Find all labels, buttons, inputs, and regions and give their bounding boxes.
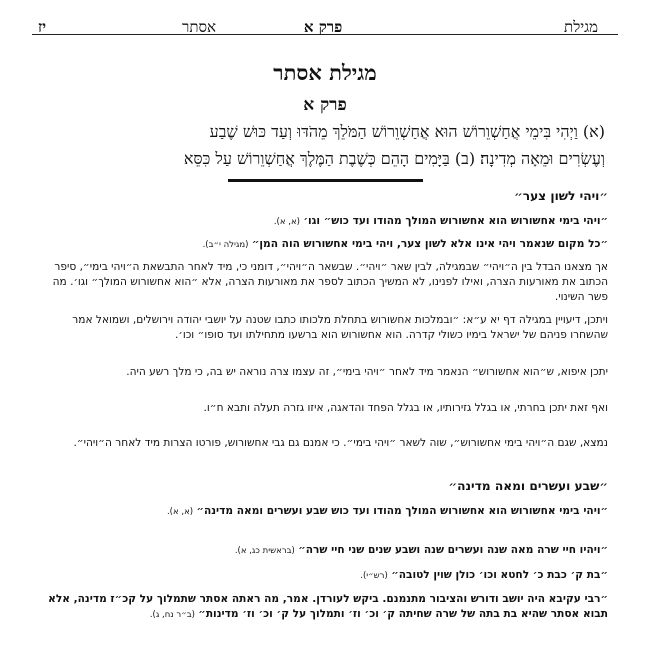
quote-text: ״כל מקום שנאמר ויהי אינו אלא לשון צער, ויהי בימי אחשורוש הוה המן״ bbox=[251, 238, 608, 250]
header-rule bbox=[32, 34, 618, 35]
quote-text: ״ויהיו חיי שרה מאה שנה ועשרים שנה ושבע שנים שני חיי שרה״ bbox=[298, 544, 608, 556]
quote-block bbox=[36, 504, 608, 520]
running-head-chapter: פרק א bbox=[303, 18, 343, 36]
source-reference: (א, א). bbox=[273, 217, 300, 227]
chapter-title: פרק א bbox=[303, 95, 347, 115]
quote-block bbox=[36, 237, 608, 253]
source-reference: (בראשית כג, א). bbox=[234, 546, 295, 556]
verse-line-2: וְעֶשְׂרִים וּמֵאָה מְדִינָה׃ (ב) בַּיָּמִים הָהֵם כְּשֶׁבֶת הַמֶּלֶךְ אֲחַשְׁוֵרוֹשׁ עַל כִּסֵּא bbox=[183, 149, 605, 168]
quote-block bbox=[36, 592, 608, 623]
book-title: מגילת אסתר bbox=[273, 60, 377, 85]
commentary-paragraph: יתכן איפוא, ש״הוא אחשורוש״ הנאמר מיד לאחר ״ויהי בימי״, זה עצמו צרה נוראה יש בה, כי מלך רשע היה. bbox=[126, 366, 608, 378]
source-reference: (א, א). bbox=[166, 507, 194, 517]
quote-text: ״בת ק׳ כבת כ׳ לחטא וכו׳ כולן שוין לטובה״ bbox=[391, 569, 608, 581]
section-heading-text: ״ויהי לשון צער״ bbox=[514, 189, 608, 203]
source-reference: (ב״ר נח, ג). bbox=[149, 610, 195, 620]
running-head bbox=[32, 4, 618, 34]
quote-text: ״ויהי בימי אחשורוש הוא אחשורוש המולך מהודו ועד כוש שבע ועשרים ומאה מדינה״ bbox=[196, 505, 608, 517]
verse-line-1: (א) וַיְהִי בִּימֵי אֲחַשְׁוֵרוֹשׁ הוּא אֲחַשְׁוֵרוֹשׁ הַמֹּלֵךְ מֵהֹדּוּ וְעַד כּוּשׁ שֶׁבַע bbox=[209, 122, 605, 141]
commentary-paragraph: ויתכן, דיעויין במגילה דף יא ע״א: ״ובמלכות אחשורוש בתחלת מלכותו כתבו שטנה על יושבי יהודה וירושלים, ושמואל אמר שהשחרו פניהם של ישראל בימיו כשולי קדרה. הוא אחשורוש הוא ברשעו מתחילתו ועד סופו״ וכו׳. bbox=[72, 314, 608, 341]
page-number: יז bbox=[38, 18, 47, 36]
section-heading-2 bbox=[36, 479, 608, 495]
quote-block bbox=[36, 568, 608, 584]
section-heading-text: ״שבע ועשרים ומאה מדינה״ bbox=[448, 479, 608, 493]
commentary-paragraph: נמצא, שגם ה״ויהי בימי אחשורוש״, שוה לשאר ״ויהי בימי״. כי אמנם גם גבי אחשורוש, פורטו הצרות מיד לאחר ה״ויהי״. bbox=[73, 437, 608, 449]
quote-text: ״ויהי בימי אחשורוש הוא אחשורוש המולך מהודו ועד כוש״ וגו׳ bbox=[303, 215, 608, 227]
section-heading-1 bbox=[36, 189, 608, 205]
running-head-book: מגילת bbox=[564, 18, 598, 36]
source-reference: (מגילה י״ב). bbox=[202, 240, 249, 250]
commentary-paragraph: ואף זאת יתכן בחרתי, או בגלל גזירותיו, או בגלל הפחד והדאגה, איזו גזרה תעלה ותבא ח״ו. bbox=[203, 402, 608, 414]
quote-block bbox=[36, 543, 608, 559]
quote-text: ״רבי עקיבא היה יושב ודורש והציבור מתנמנם. ביקש לעורדן. אמר, מה ראתה אסתר שתמלוך על קכ״ז מדינה, אלא תבוא אסתר שהיא בת בתה של שרה שחיתה ק׳ וכ׳ וז׳ ותמלוך על ק׳ וכ׳ וז׳ מדינות״ bbox=[48, 593, 608, 620]
commentary-paragraph: אך מצאנו הבדל בין ה״ויהי״ שבמגילה, לבין שאר ״ויהי״. שבשאר ה״ויהי״, דומני כי, מיד לאחר התבשאת ה״ויהי בימי״, סיפר הכתוב את מאורעות הצרה, ואילו לפנינו, לא המשיך הכתוב לספר את מאורעות הצרה, אלא ״הוא אחשורוש המולך״ וגו׳. מה פשר השינוי. bbox=[52, 261, 608, 303]
quote-block bbox=[36, 214, 608, 230]
running-head-title: אסתר bbox=[182, 18, 217, 36]
source-reference: (רש״י). bbox=[360, 571, 388, 581]
section-divider bbox=[228, 179, 423, 182]
